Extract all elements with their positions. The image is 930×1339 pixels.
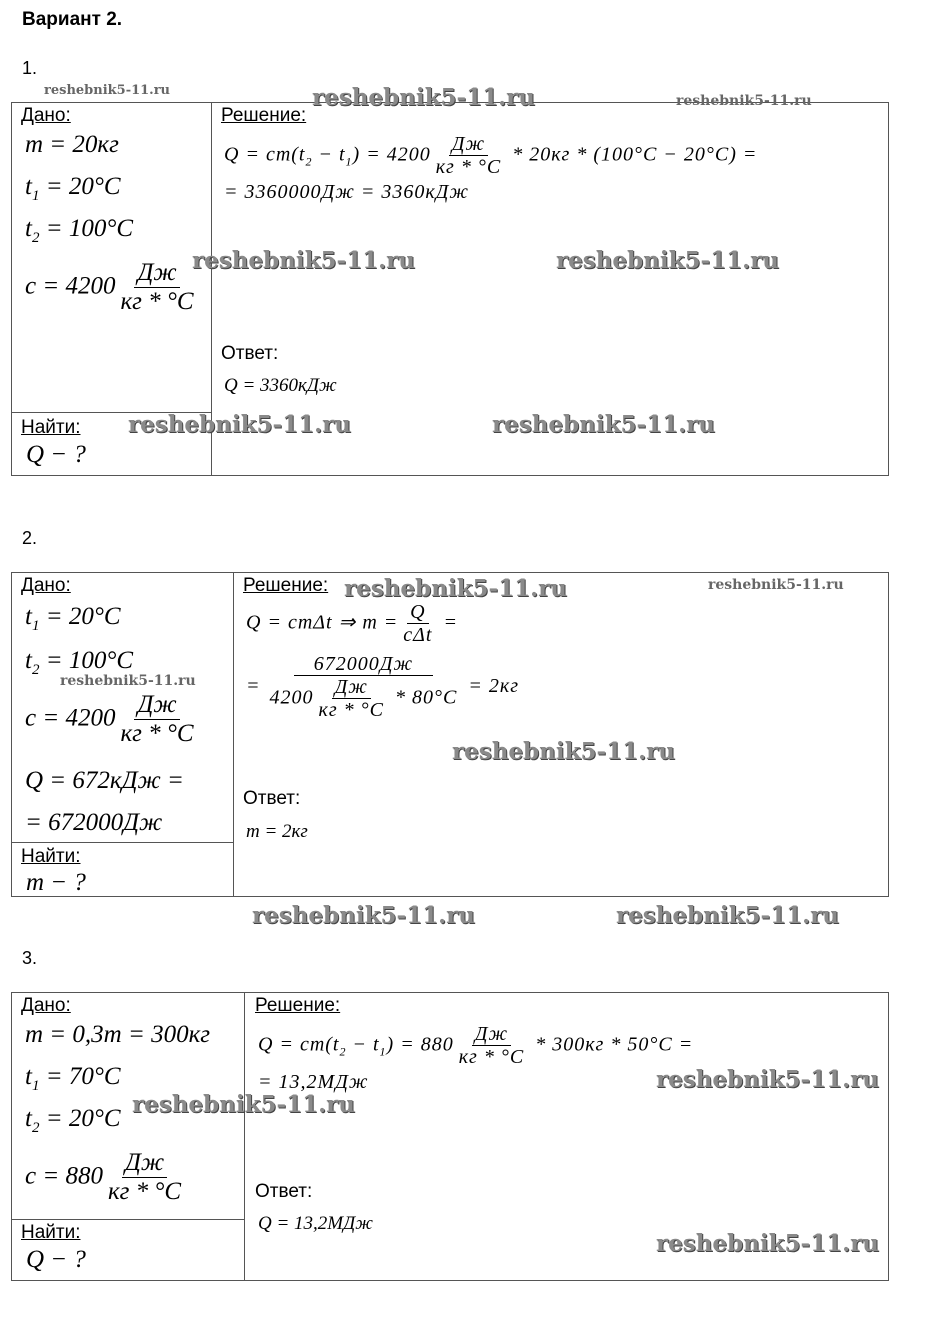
given-mass: m = 0,3т = 300кг xyxy=(25,1021,211,1048)
solution-label: Решение: xyxy=(255,995,341,1016)
problem-2-table xyxy=(11,572,889,897)
watermark: reshebnik5-11.ru xyxy=(616,902,839,929)
answer-value: Q = 3360кДж xyxy=(224,375,337,396)
find-value: m − ? xyxy=(26,869,86,896)
table-divider xyxy=(12,1219,244,1220)
find-label: Найти: xyxy=(21,1222,81,1243)
table-divider xyxy=(233,573,234,896)
watermark: reshebnik5-11.ru xyxy=(132,1091,355,1118)
answer-label: Ответ: xyxy=(255,1181,313,1202)
watermark: reshebnik5-11.ru xyxy=(252,902,475,929)
given-mass: m = 20кг xyxy=(25,131,119,158)
given-t2: $t_2 = 100^\circ C$ xyxy=(25,647,133,678)
given-label: Дано: xyxy=(21,105,71,126)
solution-line-2: = 672000Дж 4200 $\frac{Дж}{кг * ^\circ C}$ * 80°C = 2кг xyxy=(246,653,519,721)
find-label: Найти: xyxy=(21,417,81,438)
answer-label: Ответ: xyxy=(243,788,301,809)
solution-line-2: = 3360000Дж = 3360кДж xyxy=(224,181,470,203)
watermark: reshebnik5-11.ru xyxy=(676,93,812,109)
watermark: reshebnik5-11.ru xyxy=(192,247,415,274)
solution-line-1: $Q = cm(t_2 - t_1) = 880$ $\frac{Дж}{кг * ^\circ C}$ * 300кг * 50°C = xyxy=(258,1023,694,1068)
given-t2: $t_2 = 100^\circ C$ xyxy=(25,215,133,246)
problem-number: 1. xyxy=(22,58,38,78)
given-c: c = 4200 $\frac{Дж}{кг * ^\circ C}$ xyxy=(25,691,194,747)
given-t1: $t_1 = 20^\circ C$ xyxy=(25,173,121,204)
watermark: reshebnik5-11.ru xyxy=(452,738,675,765)
given-c: c = 4200 $\frac{Дж}{кг * ^\circ C}$ xyxy=(25,259,194,315)
problem-number: 3. xyxy=(22,948,38,968)
page-title: Вариант 2. xyxy=(22,9,123,30)
given-q: Q = 672кДж = xyxy=(25,767,184,794)
find-label: Найти: xyxy=(21,846,81,867)
find-value: Q − ? xyxy=(26,441,86,468)
problem-number: 2. xyxy=(22,528,38,548)
find-value: Q − ? xyxy=(26,1246,86,1273)
given-label: Дано: xyxy=(21,575,71,596)
given-q-converted: = 672000Дж xyxy=(25,809,163,836)
solution-label: Решение: xyxy=(243,575,329,596)
table-divider xyxy=(12,842,233,843)
solution-line-1: $Q = cm(t_2 - t_1) = 4200$ $\frac{Дж}{кг * ^\circ C}$ * 20кг * (100°C − 20°C) = xyxy=(224,133,758,178)
watermark: reshebnik5-11.ru xyxy=(312,84,535,111)
watermark: reshebnik5-11.ru xyxy=(656,1066,879,1093)
solution-line-2: = 13,2МДж xyxy=(258,1071,369,1093)
given-t1: $t_1 = 20^\circ C$ xyxy=(25,603,121,634)
watermark: reshebnik5-11.ru xyxy=(556,247,779,274)
watermark: reshebnik5-11.ru xyxy=(708,577,844,593)
given-t1: $t_1 = 70^\circ C$ xyxy=(25,1063,121,1094)
watermark: reshebnik5-11.ru xyxy=(60,673,196,689)
given-t2: $t_2 = 20^\circ C$ xyxy=(25,1105,121,1136)
watermark: reshebnik5-11.ru xyxy=(656,1230,879,1257)
answer-value: m = 2кг xyxy=(246,821,308,842)
watermark: reshebnik5-11.ru xyxy=(44,83,171,98)
given-label: Дано: xyxy=(21,995,71,1016)
solution-line-1: Q = cmΔt ⇒ m = $\frac{Q}{\text{cΔt}}$ = xyxy=(246,601,458,646)
watermark: reshebnik5-11.ru xyxy=(128,411,351,438)
watermark: reshebnik5-11.ru xyxy=(492,411,715,438)
given-c: c = 880 $\frac{Дж}{кг * ^\circ C}$ xyxy=(25,1149,182,1205)
answer-value: Q = 13,2МДж xyxy=(258,1213,373,1234)
solution-label: Решение: xyxy=(221,105,307,126)
table-divider xyxy=(244,993,245,1280)
answer-label: Ответ: xyxy=(221,343,279,364)
watermark: reshebnik5-11.ru xyxy=(344,575,567,602)
